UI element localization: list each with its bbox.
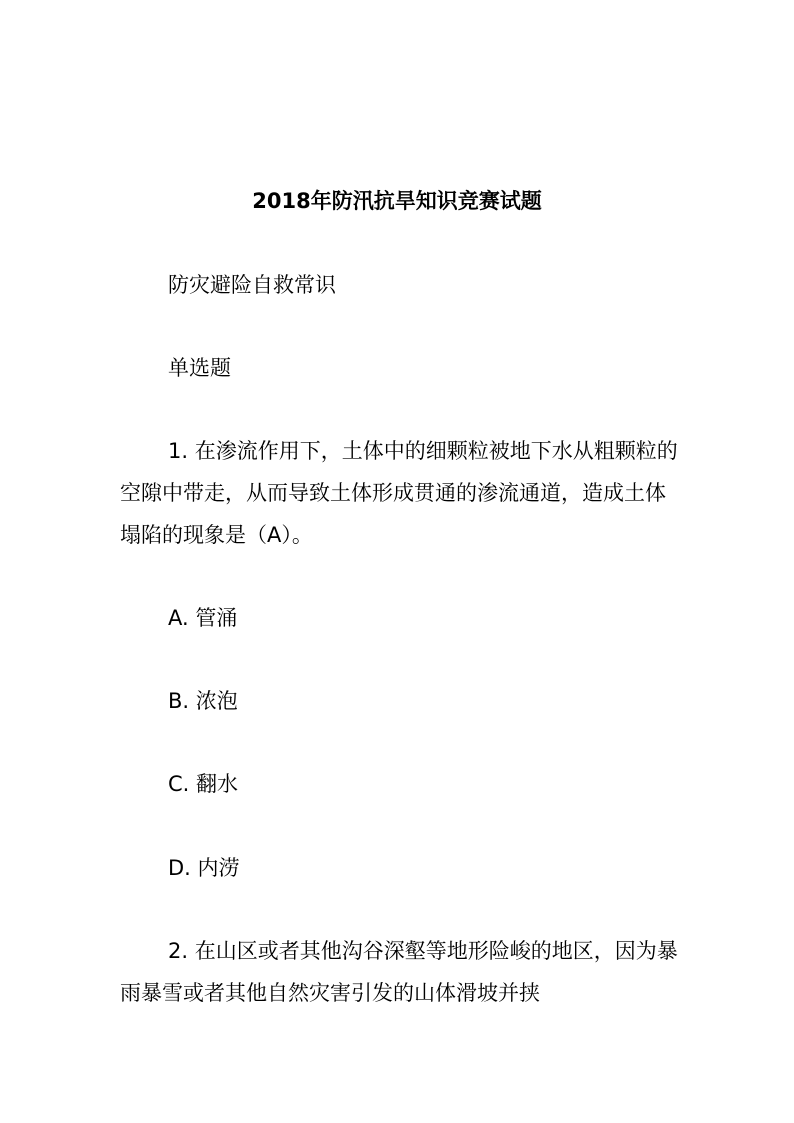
question-1-option-d: D. 内涝 (168, 856, 240, 880)
question-1-option-c: C. 翻水 (168, 772, 239, 796)
question-type-label: 单选题 (168, 356, 231, 380)
question-1-option-b: B. 浓泡 (168, 689, 238, 713)
question-1-text: 1. 在渗流作用下，土体中的细颗粒被地下水从粗颗粒的空隙中带走，从而导致土体形成贯通的渗流通道，造成土体塌陷的现象是（A）。 (120, 439, 678, 547)
question-2-text: 2. 在山区或者其他沟谷深壑等地形险峻的地区，因为暴雨暴雪或者其他自然灾害引发的山体滑坡并挟 (120, 939, 678, 1005)
question-1-option-a: A. 管涌 (168, 606, 238, 630)
document-title: 2018年防汛抗旱知识竞赛试题 (252, 189, 542, 213)
section-heading: 防灾避险自救常识 (168, 273, 336, 297)
